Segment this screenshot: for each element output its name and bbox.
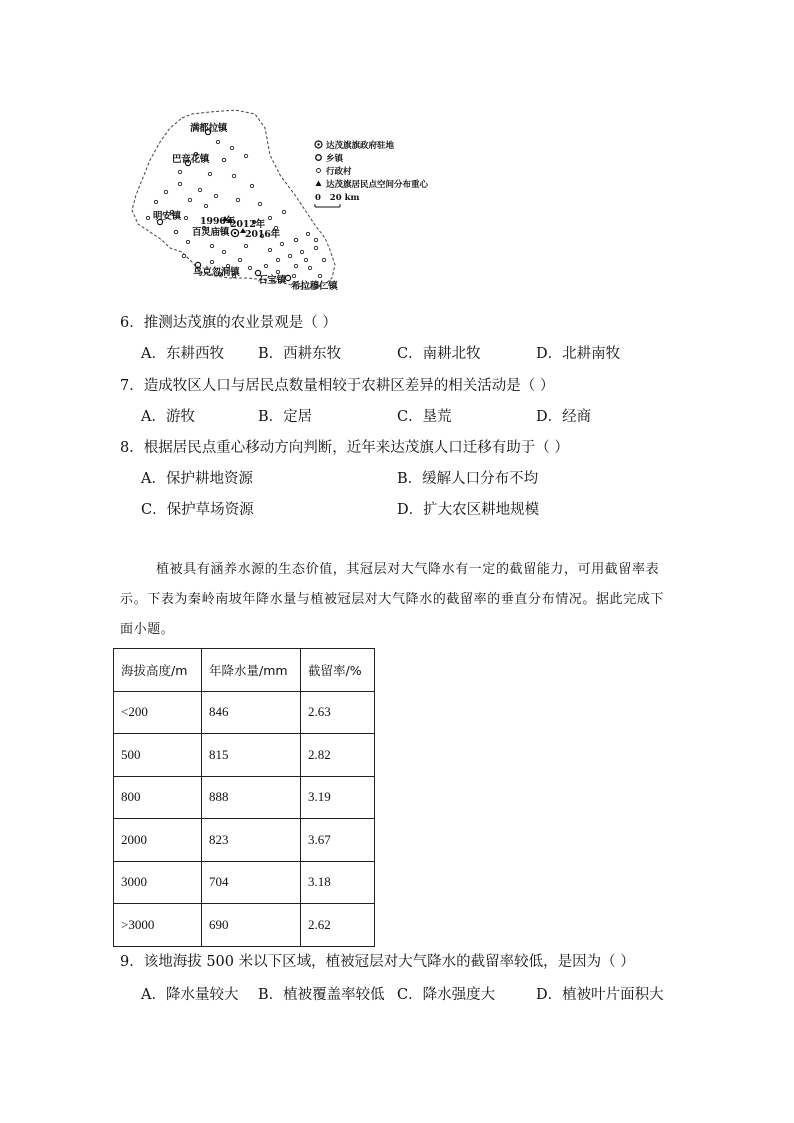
village-dot: [248, 266, 251, 269]
label-shibao: 石宝镇: [258, 275, 286, 286]
label-mandula: 满都拉镇: [190, 123, 228, 134]
q8-option-a[interactable]: A．保护耕地资源: [141, 471, 253, 487]
village-dot: [214, 194, 217, 197]
village-dot: [204, 204, 207, 207]
q8-option-c[interactable]: C．保护草场资源: [141, 502, 254, 518]
village-dot: [314, 238, 317, 241]
q9-option-d[interactable]: D．植被叶片面积大: [536, 987, 664, 1003]
village-dot: [322, 258, 325, 261]
village-dot: [186, 240, 189, 243]
cell-precipitation: 888: [202, 776, 301, 819]
village-dot: [238, 258, 241, 261]
cell-interception: 3.18: [301, 861, 375, 904]
cell-altitude: 800: [114, 776, 202, 819]
cell-interception: 2.63: [301, 691, 375, 734]
passage-line-2: 示。下表为秦岭南坡年降水量与植被冠层对大气降水的截留率的垂直分布情况。据此完成下: [120, 592, 665, 607]
q6-option-d[interactable]: D．北耕南牧: [536, 346, 621, 362]
village-dot: [294, 264, 297, 267]
header-precipitation: 年降水量/mm: [202, 649, 301, 692]
q6-option-c[interactable]: C．南耕北牧: [397, 346, 481, 362]
village-dot: [294, 238, 297, 241]
label-bayinhua: 巴音花镇: [172, 154, 210, 165]
cell-precipitation: 846: [202, 691, 301, 734]
legend-center-label: 达茂旗居民点空间分布重心: [326, 179, 429, 190]
village-icon: [313, 166, 323, 176]
label-wukehudong: 乌克忽洞镇: [193, 267, 240, 278]
village-dot: [198, 188, 201, 191]
scale-label: 0 20 km: [315, 192, 360, 203]
cell-precipitation: 704: [202, 861, 301, 904]
cell-interception: 3.19: [301, 776, 375, 819]
village-dot: [276, 258, 279, 261]
q7-option-d[interactable]: D．经商: [536, 409, 592, 425]
label-xilamuren: 希拉穆仁镇: [291, 281, 338, 292]
legend-gov: [313, 138, 428, 151]
village-dot: [250, 184, 253, 187]
village-dot: [184, 216, 187, 219]
village-dot: [236, 198, 239, 201]
town-icon: [313, 153, 323, 163]
table-row: [114, 861, 375, 904]
legend-town: [313, 151, 428, 164]
cell-altitude: 500: [114, 734, 202, 777]
header-altitude: 海拔高度/m: [114, 649, 202, 692]
cell-altitude: <200: [114, 691, 202, 734]
cell-interception: 3.67: [301, 819, 375, 862]
village-dot: [306, 232, 309, 235]
village-dot: [222, 158, 225, 161]
gov-marker: [231, 229, 238, 236]
cell-interception: 2.82: [301, 734, 375, 777]
table-row: [114, 734, 375, 777]
map-legend: [313, 138, 428, 204]
cell-altitude: >3000: [114, 904, 202, 947]
village-dot: [188, 198, 191, 201]
village-dot: [164, 190, 167, 193]
label-bailingmiao: 百灵庙镇: [192, 227, 230, 238]
label-2016: 2016年: [245, 229, 280, 240]
table-row: [114, 819, 375, 862]
cell-precipitation: 690: [202, 904, 301, 947]
village-dot: [216, 140, 219, 143]
village-dot: [182, 254, 185, 257]
table-row: [114, 904, 375, 947]
precipitation-table: [113, 648, 375, 947]
town-marker-xilamuren: [285, 275, 290, 280]
village-dot: [230, 146, 233, 149]
village-dot: [258, 202, 261, 205]
village-dot: [244, 154, 247, 157]
label-1996: 1996年: [200, 216, 235, 227]
q6-option-b[interactable]: B．西耕东牧: [258, 346, 342, 362]
q9-option-b[interactable]: B．植被覆盖率较低: [258, 987, 385, 1003]
question-9-stem: 9．该地海拔 500 米以下区域，植被冠层对大气降水的截留率较低，是因为（ ）: [120, 954, 635, 970]
header-interception: 截留率/%: [301, 649, 375, 692]
q7-option-a[interactable]: A．游牧: [141, 409, 195, 425]
q7-option-b[interactable]: B．定居: [258, 409, 313, 425]
village-dot: [210, 244, 213, 247]
village-dot: [268, 216, 271, 219]
legend-gov-label: 达茂旗旗政府驻地: [326, 140, 395, 151]
village-dot: [300, 250, 303, 253]
village-dot: [280, 242, 283, 245]
village-dot: [232, 174, 235, 177]
village-dot: [268, 248, 271, 251]
village-dot: [146, 216, 149, 219]
passage-line-3: 面小题。: [120, 622, 175, 637]
q9-option-a[interactable]: A．降水量较大: [141, 987, 239, 1003]
village-dot: [282, 210, 285, 213]
reading-passage: [120, 555, 685, 645]
q6-option-a[interactable]: A．东耕西牧: [141, 346, 224, 362]
village-dot: [178, 170, 181, 173]
gov-icon: [313, 140, 323, 150]
cell-precipitation: 823: [202, 819, 301, 862]
village-dot: [178, 182, 181, 185]
cell-precipitation: 815: [202, 734, 301, 777]
q8-option-b[interactable]: B．缓解人口分布不均: [397, 471, 539, 487]
cell-interception: 2.62: [301, 904, 375, 947]
label-mingan: 明安镇: [153, 211, 181, 222]
question-7-stem: 7．造成牧区人口与居民点数量相较于农耕区差异的相关活动是（ ）: [120, 378, 555, 394]
question-6-stem: 6．推测达茂旗的农业景观是（ ）: [120, 315, 337, 331]
legend-village: [313, 164, 428, 177]
q7-option-c[interactable]: C．垦荒: [397, 409, 452, 425]
legend-town-label: 乡镇: [326, 153, 344, 164]
table-row: [114, 691, 375, 734]
village-dot: [314, 246, 317, 249]
q9-option-c[interactable]: C．降水强度大: [397, 987, 496, 1003]
label-2012: 2012年: [230, 219, 265, 230]
village-dot: [154, 200, 157, 203]
map-scale: [313, 191, 428, 204]
cell-altitude: 2000: [114, 819, 202, 862]
village-dot: [174, 230, 177, 233]
village-dot: [264, 264, 267, 267]
village-dot: [304, 258, 307, 261]
village-dot: [222, 250, 225, 253]
table-header-row: [114, 649, 375, 692]
table-row: [114, 776, 375, 819]
legend-village-label: 行政村: [326, 166, 352, 177]
legend-center: [313, 177, 428, 190]
village-dot: [308, 266, 311, 269]
q8-option-d[interactable]: D．扩大农区耕地规模: [397, 502, 540, 518]
question-8-stem: 8．根据居民点重心移动方向判断，近年来达茂旗人口迁移有助于（ ）: [120, 440, 569, 456]
triangle-icon: [313, 179, 323, 189]
cell-altitude: 3000: [114, 861, 202, 904]
village-dot: [288, 254, 291, 257]
village-dot: [244, 244, 247, 247]
passage-line-1: 植被具有涵养水源的生态价值，其冠层对大气降水有一定的截留能力，可用截留率表: [156, 562, 660, 577]
village-dot: [208, 172, 211, 175]
